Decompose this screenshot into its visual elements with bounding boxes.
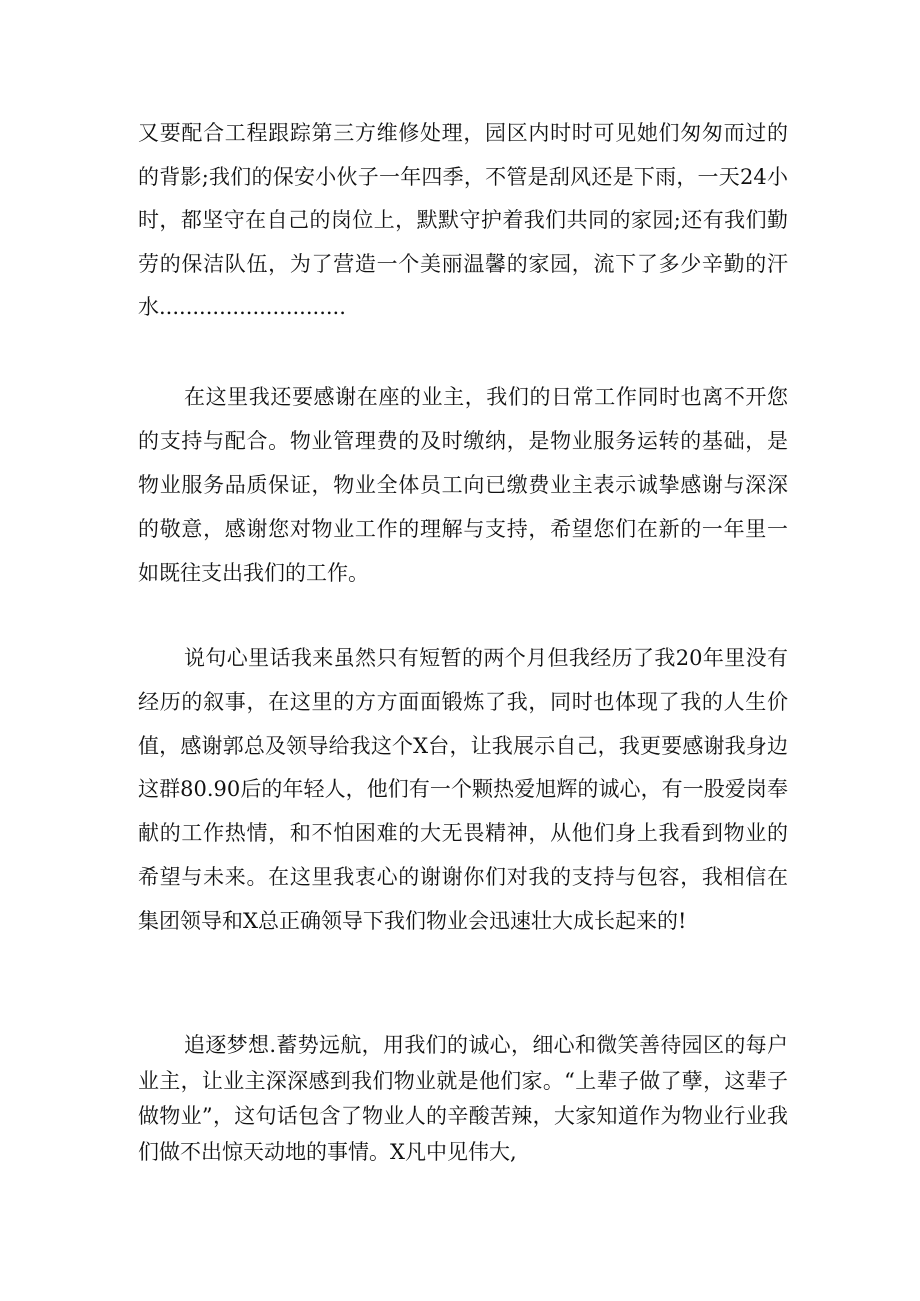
paragraph-1: 又要配合工程跟踪第三方维修处理，园区内时时可见她们匆匆而过的的背影;我们的保安小伙子一年四季，不管是刮风还是下雨，一天24小时，都坚守在自己的岗位上，默默守护着我们共同的家园;还有我们勤劳的保洁队伍，为了营造一个美丽温馨的家园，流下了多少辛勤的汗水............................ xyxy=(138,121,788,320)
paragraph-4: 追逐梦想.蓄势远航，用我们的诚心，细心和微笑善待园区的每户业主，让业主深深感到我们物业就是他们家。“上辈子做了孽，这辈子做物业”，这句话包含了物业人的辛酸苦辣，大家知道作为物业行业我们做不出惊天动地的事情。X凡中见伟大, xyxy=(138,1033,788,1164)
paragraph-3: 说句心里话我来虽然只有短暂的两个月但我经历了我20年里没有经历的叙事，在这里的方方面面锻炼了我，同时也体现了我的人生价值，感谢郭总及领导给我这个X台，让我展示自己，我更要感谢我身边这群80.90后的年轻人，他们有一个颗热爱旭辉的诚心，有一股爱岗奉献的工作热情，和不怕困难的大无畏精神，从他们身上我看到物业的希望与未来。在这里我衷心的谢谢你们对我的支持与包容，我相信在集团领导和X总正确领导下我们物业会迅速壮大成长起来的! xyxy=(138,646,788,933)
paragraph-2: 在这里我还要感谢在座的业主，我们的日常工作同时也离不开您的支持与配合。物业管理费的及时缴纳，是物业服务运转的基础，是物业服务品质保证，物业全体员工向已缴费业主表示诚挚感谢与深深的敬意，感谢您对物业工作的理解与支持，希望您们在新的一年里一如既往支出我们的工作。 xyxy=(138,385,788,585)
